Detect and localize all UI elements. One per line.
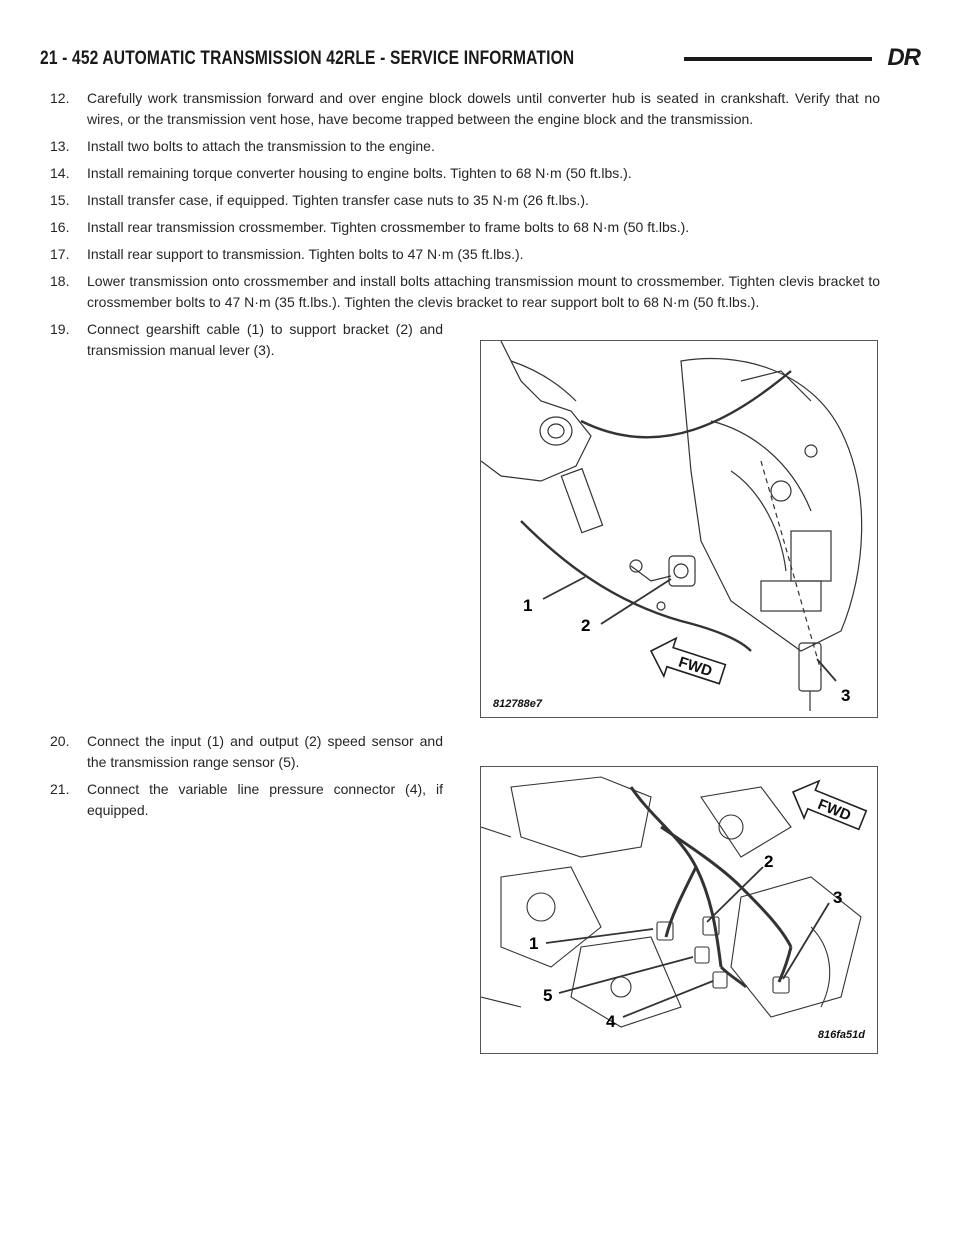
header-title: 21 - 452 AUTOMATIC TRANSMISSION 42RLE - SERVICE INFORMATION — [40, 48, 575, 69]
step-number: 15. — [50, 192, 70, 208]
step-16 — [50, 217, 880, 238]
step-15 — [50, 190, 880, 211]
step-text: Install remaining torque converter housing to engine bolts. Tighten to 68 N·m (50 ft.lbs.). — [87, 165, 632, 181]
callout-3: 3 — [833, 888, 843, 907]
step-text: Carefully work transmission forward and over engine block dowels until converter hub is seated in crankshaft. Verify that no wires, or the transmission vent hose, have become trapped between the engine block and the transmission. — [87, 90, 880, 127]
step-17 — [50, 244, 880, 265]
step-number: 16. — [50, 219, 70, 235]
callout-3: 3 — [841, 686, 851, 705]
step-number: 13. — [50, 138, 70, 154]
step-21 — [50, 779, 443, 821]
step-13 — [50, 136, 880, 157]
fwd-label: FWD — [815, 795, 854, 825]
step-text: Install rear support to transmission. Tighten bolts to 47 N·m (35 ft.lbs.). — [87, 246, 524, 262]
fwd-label: FWD — [676, 653, 715, 681]
step-text: Install rear transmission crossmember. Tighten crossmember to frame bolts to 68 N·m (50 ft.lbs.). — [87, 219, 690, 235]
step-number: 12. — [50, 90, 70, 106]
header-badge: DR — [887, 44, 920, 71]
step-20 — [50, 731, 443, 773]
callout-5: 5 — [543, 986, 553, 1005]
callout-1: 1 — [523, 596, 533, 615]
step-12 — [50, 88, 880, 130]
callout-4: 4 — [606, 1012, 616, 1031]
step-text: Connect gearshift cable (1) to support bracket (2) and transmission manual lever (3). — [87, 321, 443, 358]
figure-gearshift-cable — [480, 340, 878, 718]
step-number: 19. — [50, 321, 70, 337]
step-number: 17. — [50, 246, 70, 262]
step-19 — [50, 319, 443, 361]
header-rule — [684, 57, 872, 61]
step-14 — [50, 163, 880, 184]
figure-code: 816fa51d — [817, 1029, 865, 1041]
figure-speed-sensors — [480, 766, 878, 1054]
callout-2: 2 — [581, 616, 591, 635]
speed-sensor-illustration — [481, 767, 877, 1053]
callout-1: 1 — [529, 934, 539, 953]
figure-code: 812788e7 — [493, 698, 542, 710]
callout-2: 2 — [764, 852, 774, 871]
step-number: 21. — [50, 781, 70, 797]
step-number: 18. — [50, 273, 70, 289]
step-text: Connect the input (1) and output (2) speed sensor and the transmission range sensor (5). — [87, 733, 443, 770]
step-number: 20. — [50, 733, 70, 749]
step-text: Connect the variable line pressure connector (4), if equipped. — [87, 781, 443, 818]
step-text: Install transfer case, if equipped. Tighten transfer case nuts to 35 N·m (26 ft.lbs.). — [87, 192, 589, 208]
step-18 — [50, 271, 880, 313]
step-text: Install two bolts to attach the transmission to the engine. — [87, 138, 435, 154]
page-header — [40, 44, 920, 74]
step-text: Lower transmission onto crossmember and install bolts attaching transmission mount to crossmember. Tighten clevis bracket to crossmember bolts to 47 N·m (35 ft.lbs.). Tighten the clevis bracket to rear support bolt to 68 N·m (50 ft.lbs.). — [87, 273, 880, 310]
gearshift-cable-illustration — [481, 341, 877, 717]
step-number: 14. — [50, 165, 70, 181]
